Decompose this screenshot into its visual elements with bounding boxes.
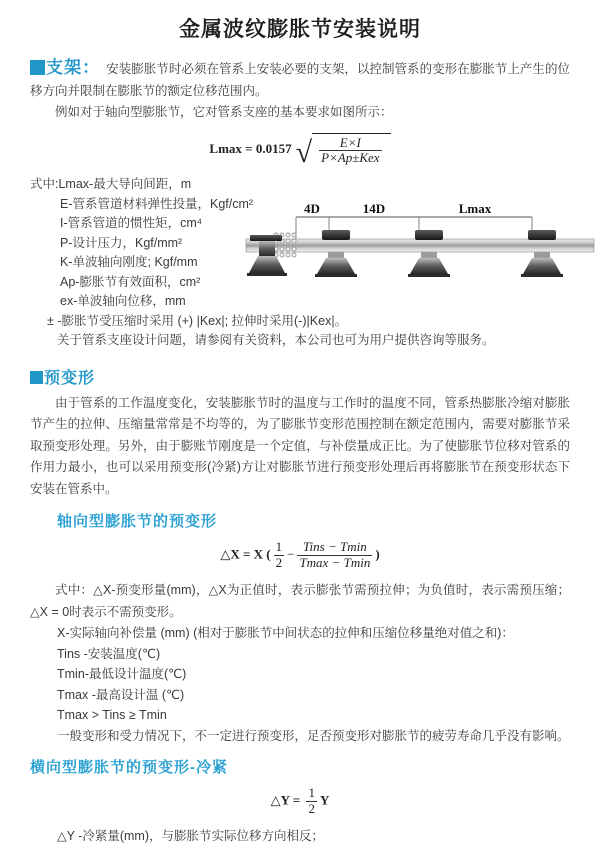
- axial-formula-open: △X = X (: [220, 546, 271, 562]
- support-note-line: 关于管系支座设计问题，请参阅有关资料，本公司也可为用户提供咨询等服务。: [57, 333, 495, 348]
- pipe: [246, 239, 594, 252]
- minus-sign: −: [287, 546, 295, 562]
- lateral-formula: [30, 786, 570, 817]
- axial-formula-close: ): [375, 546, 380, 562]
- section-square-icon: [30, 371, 43, 384]
- dim-label-4d: 4D: [304, 201, 320, 217]
- sqrt-radical: [295, 133, 391, 170]
- guide-support: [315, 230, 357, 277]
- definition-line: E-管系管道材料弹性投量，Kgf/cm²: [60, 196, 254, 211]
- definition-line: Ap-膨胀节有效面积，cm²: [60, 274, 201, 289]
- axial-def-line: Tmax > Tins ≥ Tmin: [57, 708, 167, 723]
- predeform-section-heading: 预变形: [44, 369, 96, 387]
- lateral-def-line: △Y -冷紧量(mm)，与膨胀节实际位移方向相反；: [57, 829, 325, 844]
- dim-label-lmax: Lmax: [458, 201, 492, 217]
- page-title: 金属波纹膨胀节安装说明: [179, 18, 421, 41]
- axial-def-line: X-实际轴向补偿量 (mm) (相对于膨胀节中间状态的拉伸和压缩位移量绝对值之和)：: [57, 626, 514, 641]
- support-section-heading: 支架：: [46, 58, 101, 77]
- definition-line: I-管系管道的惯性矩，cm⁴: [60, 216, 203, 231]
- definitions-block: [30, 175, 570, 351]
- definition-line: ± -膨胀节受压缩时采用 (+) |Kex|; 拉伸时采用(-)|Kex|。: [47, 313, 348, 328]
- axial-def-line: Tmax -最高设计温 (℃): [57, 687, 185, 702]
- definition-line: ex-单波轴向位移，mm: [60, 294, 186, 309]
- support-intro-text: 安装膨胀节时必须在管系上安装必要的支架，以控制管系的变形在膨胀节上产生的位移方向并限制在膨胀节的额定位移范围内。: [30, 62, 570, 98]
- half-denominator: 2: [275, 555, 283, 571]
- lateral-subheading: 横向型膨胀节的预变形-冷紧: [30, 759, 228, 777]
- axial-note-line: 一般变形和受力情况下，不一定进行预变形，足否预变形对膨胀节的疲劳寿命几乎没有影响。: [57, 728, 570, 743]
- document-page: [0, 13, 600, 847]
- axial-formula-numerator: Tins − Tmin: [303, 539, 367, 555]
- pipe-support-diagram: [244, 199, 596, 291]
- axial-formula: [30, 540, 570, 571]
- guide-support: [521, 230, 563, 277]
- predeform-heading-row: [30, 365, 570, 388]
- dim-label-14d: 14D: [362, 201, 386, 217]
- lateral-formula-variable: Y: [319, 792, 330, 808]
- lmax-formula: [30, 133, 570, 170]
- axial-def-line: Tins -安装温度(℃): [57, 646, 161, 661]
- axial-subheading: 轴向型膨胀节的预变形: [57, 513, 218, 531]
- lmax-formula-numerator: E×I: [339, 134, 361, 150]
- axial-def-line: Tmin-最低设计温度(℃): [57, 667, 187, 682]
- guide-support: [408, 230, 450, 277]
- axial-explanation: 式中：△X-预变形量(mm)，△X为正值时，表示膨张节需预拉伸；为负值时，表示需预压缩；△X = 0时表示不需预变形。: [30, 583, 570, 619]
- lmax-formula-coefficient: Lmax = 0.0157: [209, 140, 292, 156]
- half-numerator: 1: [308, 785, 315, 801]
- definition-line: 式中:Lmax-最大导向间距，m: [30, 177, 192, 192]
- definition-line: K-单波轴向刚度; Kgf/mm: [60, 255, 198, 270]
- lateral-formula-open: △Y =: [270, 792, 301, 808]
- predeform-paragraph: 由于管系的工作温度变化，安装膨胀节时的温度与工作时的温度不同，管系热膨胀冷缩对膨胀节产生的拉伸、压缩量常常是不均等的，为了膨胀节变形范围控制在额定范围内，需要对膨胀节采取预变形处理。另外，由于膨账节刚度是一个定值，与补偿量成正比。为了使膨胀节位移对管系的作用力最小，也可以采用预变形(冷紧)方让对膨胀节进行预变形处理后再将膨胀节在预变形状态下安装在管系中。: [30, 395, 570, 496]
- lmax-formula-denominator: P×Ap±Kex: [321, 150, 380, 166]
- section-square-icon: [30, 60, 45, 75]
- half-numerator: 1: [275, 539, 283, 555]
- axial-formula-denominator: Tmax − Tmin: [299, 555, 371, 571]
- radical-sign-icon: √: [295, 136, 313, 170]
- definition-line: P-设计压力，Kgf/mm²: [60, 235, 183, 250]
- support-example-text: 例如对于轴向型膨胀节，它对管系支座的基本要求如图所示：: [55, 105, 393, 119]
- half-denominator: 2: [308, 801, 315, 817]
- support-intro-paragraph: [30, 57, 570, 102]
